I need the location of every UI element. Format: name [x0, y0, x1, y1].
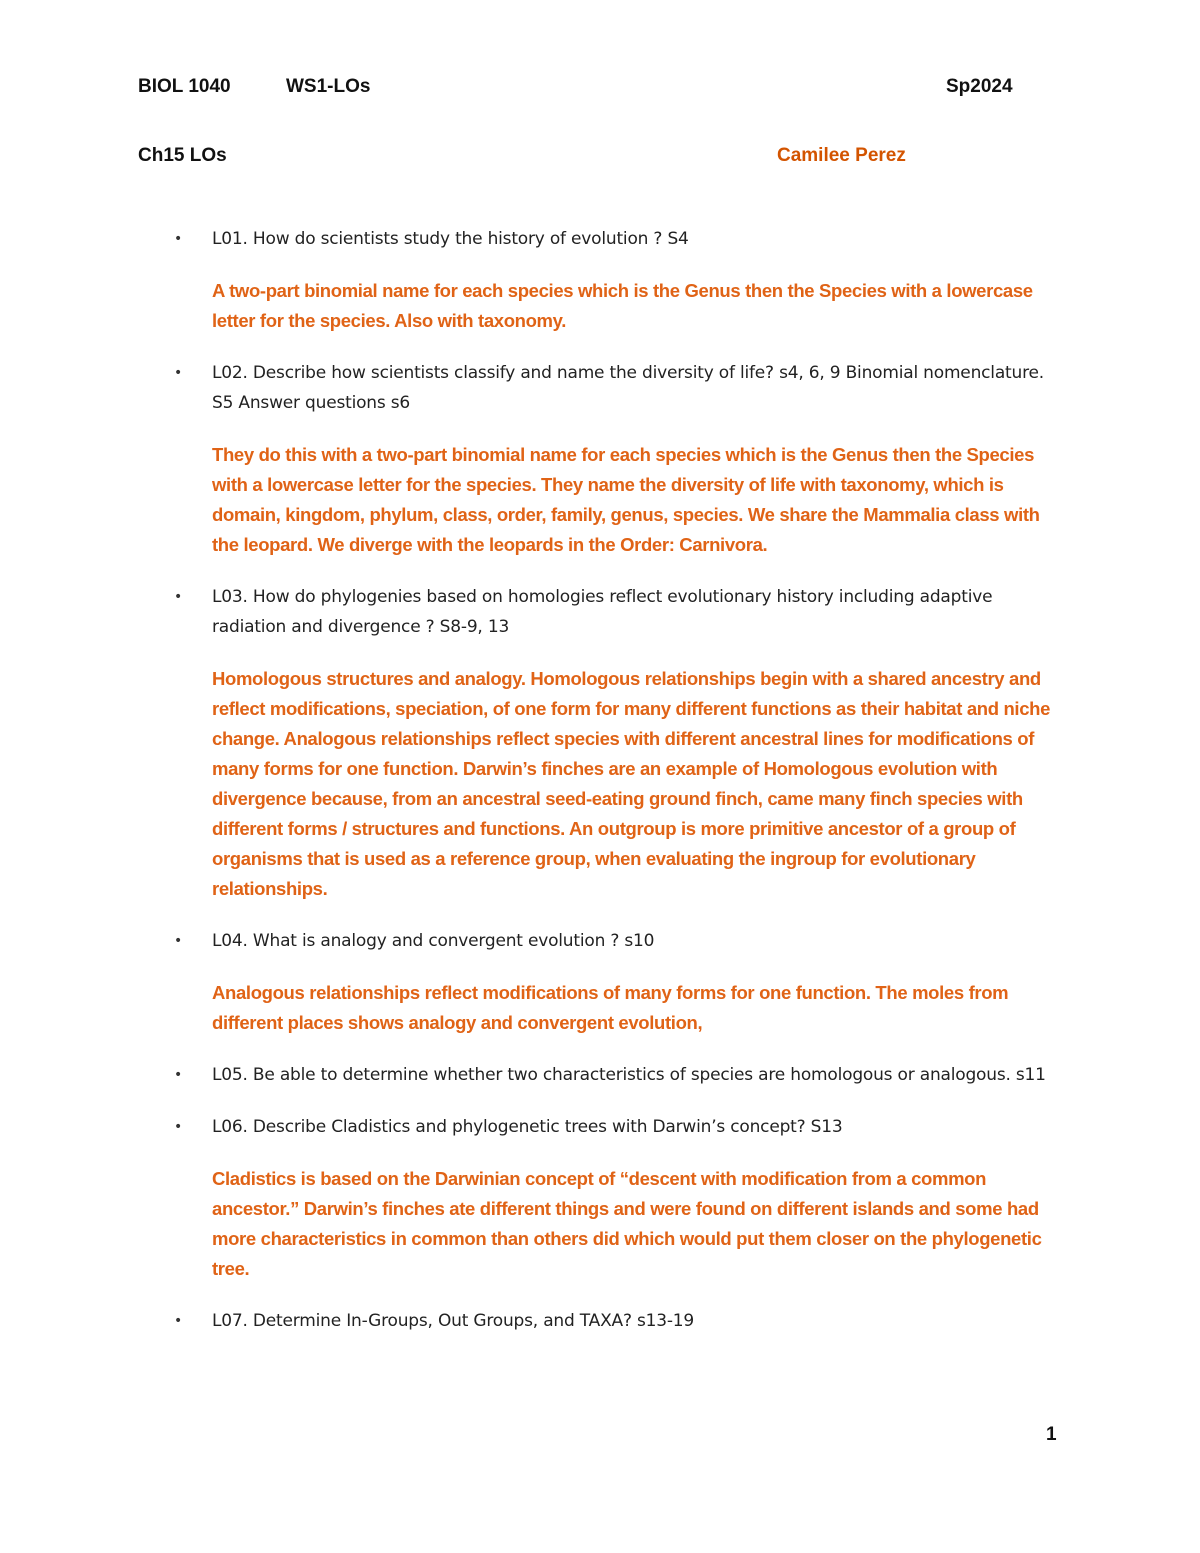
list-item	[170, 1306, 1070, 1336]
bullet-icon: •	[174, 231, 183, 247]
list-item	[170, 926, 1070, 1038]
page-number: 1	[1046, 1424, 1057, 1445]
list-item	[170, 582, 1070, 904]
question-text: L01. How do scientists study the history of evolution ? S4	[212, 229, 689, 249]
bullet-icon: •	[174, 365, 183, 381]
answer-text: Analogous relationships reflect modifications of many forms for one function. The moles from different places shows analogy and convergent evolution,	[212, 982, 1009, 1033]
bullet-icon: •	[174, 589, 183, 605]
answer-text: Cladistics is based on the Darwinian concept of “descent with modification from a common ancestor.” Darwin’s finches ate different things and were found on different islands and some had more characteristics in common than others did which would put them closer on the phylogenetic tree.	[212, 1168, 1042, 1279]
question-text: L05. Be able to determine whether two characteristics of species are homologous or analogous. s11	[212, 1065, 1046, 1085]
learning-objectives-list	[170, 224, 1070, 1336]
answer-text: They do this with a two-part binomial name for each species which is the Genus then the Species with a lowercase letter for the species. They name the diversity of life with taxonomy, which is domain, kingdom, phylum, class, order, family, genus, species. We share the Mammalia class with the leopard. We diverge with the leopards in the Order: Carnivora.	[212, 444, 1040, 555]
answer-text: Homologous structures and analogy. Homologous relationships begin with a shared ancestry and reflect modifications, speciation, of one form for many different functions as their habitat and niche change. Analogous relationships reflect species with different ancestral lines for modifications of many forms for one function. Darwin’s finches are an example of Homologous evolution with divergence because, from an ancestral seed-eating ground finch, came many finch species with different forms / structures and functions. An outgroup is more primitive ancestor of a group of organisms that is used as a reference group, when evaluating the ingroup for evolutionary relationships.	[212, 668, 1051, 899]
bullet-icon: •	[174, 1313, 183, 1329]
question-text: L02. Describe how scientists classify and name the diversity of life? s4, 6, 9 Binomial nomenclature. S5 Answer questions s6	[212, 363, 1044, 413]
worksheet-title: WS1-LOs	[286, 76, 371, 97]
list-item	[170, 224, 1070, 336]
question-text: L04. What is analogy and convergent evolution ? s10	[212, 931, 655, 951]
term: Sp2024	[946, 76, 1013, 97]
bullet-icon: •	[174, 1119, 183, 1135]
list-item	[170, 358, 1070, 560]
bullet-icon: •	[174, 1067, 183, 1083]
question-text: L07. Determine In-Groups, Out Groups, and TAXA? s13-19	[212, 1311, 695, 1331]
list-item	[170, 1060, 1070, 1090]
student-name: Camilee Perez	[777, 145, 906, 166]
bullet-icon: •	[174, 933, 183, 949]
chapter-title: Ch15 LOs	[138, 145, 227, 166]
question-text: L03. How do phylogenies based on homologies reflect evolutionary history including adaptive radiation and divergence ? S8-9, 13	[212, 587, 993, 637]
list-item	[170, 1112, 1070, 1284]
course-code: BIOL 1040	[138, 76, 231, 97]
answer-text: A two-part binomial name for each species which is the Genus then the Species with a lowercase letter for the species. Also with taxonomy.	[212, 280, 1033, 331]
question-text: L06. Describe Cladistics and phylogenetic trees with Darwin’s concept? S13	[212, 1117, 843, 1137]
